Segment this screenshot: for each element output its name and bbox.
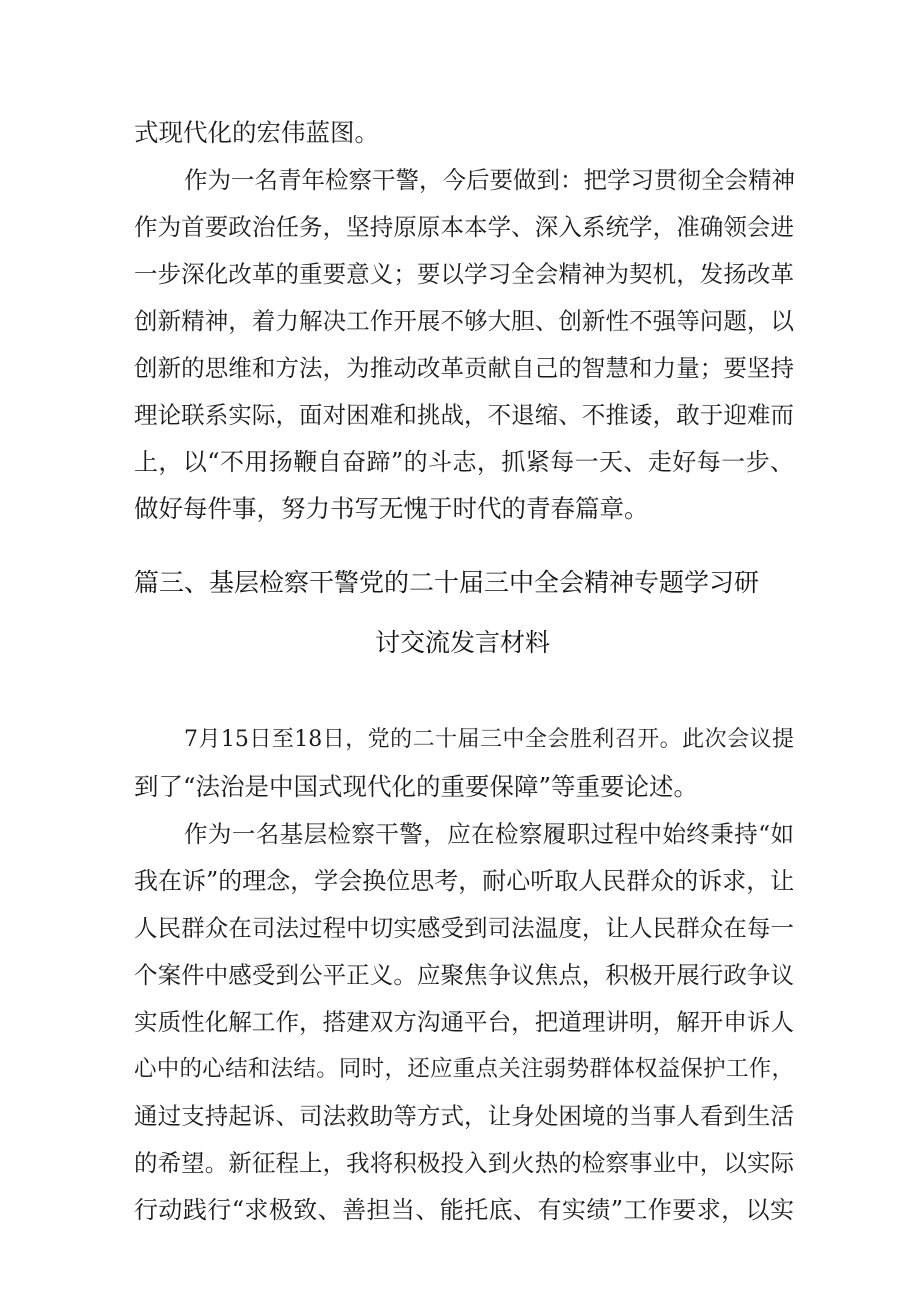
paragraph-line: 通过支持起诉、司法救助等方式，让身处困境的当事人看到生活 [134, 1102, 794, 1130]
paragraph-line: 作为一名基层检察干警，应在检察履职过程中始终秉持“如 [184, 820, 794, 848]
paragraph-line: 的希望。新征程上，我将积极投入到火热的检察事业中，以实际 [134, 1149, 794, 1177]
paragraph-line: 人民群众在司法过程中切实感受到司法温度，让人民群众在每一 [134, 914, 794, 942]
section-title: 篇三、基层检察干警党的二十届三中全会精神专题学习研 [134, 568, 760, 597]
paragraph-line: 创新精神，着力解决工作开展不够大胆、创新性不强等问题，以 [134, 307, 794, 335]
paragraph-line: 到了“法治是中国式现代化的重要保障”等重要论述。 [134, 772, 699, 801]
paragraph-line: 做好每件事，努力书写无愧于时代的青春篇章。 [134, 494, 649, 523]
paragraph-line: 个案件中感受到公平正义。应聚焦争议焦点，积极开展行政争议 [134, 961, 794, 989]
paragraph-line: 理论联系实际，面对困难和挑战，不退缩、不推诿，敢于迎难而 [134, 401, 794, 429]
paragraph-line: 实质性化解工作，搭建双方沟通平台，把道理讲明，解开申诉人 [134, 1008, 794, 1036]
paragraph-line: 行动践行“求极致、善担当、能托底、有实绩”工作要求，以实 [134, 1196, 794, 1224]
paragraph-line: 7月15日至18日，党的二十届三中全会胜利召开。此次会议提 [184, 727, 794, 752]
section-title-continued: 讨交流发言材料 [375, 628, 551, 657]
paragraph-line: 创新的思维和方法，为推动改革贡献自己的智慧和力量；要坚持 [134, 354, 794, 382]
paragraph-line: 一步深化改革的重要意义；要以学习全会精神为契机，发扬改革 [134, 260, 794, 288]
paragraph-line: 我在诉”的理念，学会换位思考，耐心听取人民群众的诉求，让 [134, 867, 795, 895]
paragraph-line: 作为首要政治任务，坚持原原本本学、深入系统学，准确领会进 [134, 213, 794, 241]
paragraph-line: 心中的心结和法结。同时，还应重点关注弱势群体权益保护工作， [134, 1056, 794, 1082]
paragraph-line: 式现代化的宏伟蓝图。 [134, 118, 379, 147]
paragraph-line: 上，以“不用扬鞭自奋蹄”的斗志，抓紧每一天、走好每一步、 [134, 448, 794, 476]
paragraph-line: 作为一名青年检察干警，今后要做到：把学习贯彻全会精神 [184, 166, 795, 194]
